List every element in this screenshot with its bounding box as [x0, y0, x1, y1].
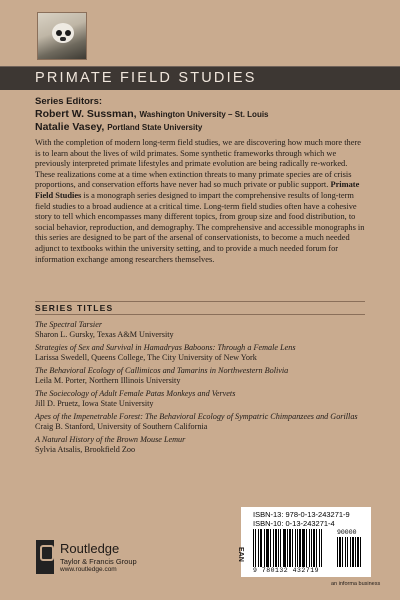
list-item: [35, 389, 365, 409]
isbn-10: ISBN-10: 0-13-243271-4: [253, 519, 335, 528]
isbn-13: ISBN-13: 978-0-13-243271-9: [253, 510, 350, 519]
series-titles-list: [35, 320, 365, 458]
series-editors: [35, 96, 269, 133]
book-title: The Behavioral Ecology of Callimicos and Tamarins in Northwestern Bolivia: [35, 366, 289, 375]
book-title: A Natural History of the Brown Mouse Lemur: [35, 435, 186, 444]
publisher-name: Routledge: [60, 541, 120, 556]
list-item: [35, 366, 365, 386]
book-author: Sharon L. Gursky, Texas A&M University: [35, 330, 174, 339]
barcode-number: 9 780132 432719: [253, 567, 320, 574]
list-item: [35, 343, 365, 363]
editor-2: [35, 121, 269, 133]
editor-1: [35, 108, 269, 120]
book-title: The Spectral Tarsier: [35, 320, 103, 329]
list-item: [35, 412, 365, 432]
book-author: Larissa Swedell, Queens College, The City University of New York: [35, 353, 257, 362]
price-code: 90000: [337, 529, 357, 536]
editor-affiliation: Washington University – St. Louis: [139, 110, 269, 119]
editor-affiliation: Portland State University: [107, 123, 203, 132]
publisher-group: Taylor & Francis Group: [60, 557, 137, 566]
book-author: Sylvia Atsalis, Brookfield Zoo: [35, 445, 136, 454]
barcode-box: [237, 507, 371, 577]
book-title: Strategies of Sex and Survival in Hamadryas Baboons: Through a Female Lens: [35, 343, 296, 352]
top-band: [0, 0, 400, 62]
editor-name: Robert W. Sussman,: [35, 108, 137, 120]
list-item: [35, 320, 365, 340]
series-titles-label: SERIES TITLES: [35, 303, 114, 313]
series-description: [35, 138, 365, 265]
list-item: [35, 435, 365, 455]
publisher-url: www.routledge.com: [60, 566, 117, 573]
series-header-bar: [0, 66, 400, 90]
series-name-inline: Primate Field Studies: [35, 180, 360, 200]
barcode-bar: [321, 529, 322, 567]
ean-label: EAN: [237, 547, 244, 562]
book-author: Leila M. Porter, Northern Illinois University: [35, 376, 181, 385]
price-barcode-bars: [337, 537, 365, 567]
series-title: PRIMATE FIELD STUDIES: [35, 70, 257, 86]
barcode-bar: [360, 537, 361, 567]
book-author: Jill D. Pruetz, Iowa State University: [35, 399, 154, 408]
book-title: The Sociecology of Adult Female Patas Monkeys and Vervets: [35, 389, 236, 398]
book-author: Craig B. Stanford, University of Southern California: [35, 422, 208, 431]
book-title: Apes of the Impenetrable Forest: The Behavioral Ecology of Sympatric Chimpanzees and Gorillas: [35, 412, 358, 421]
barcode-bars: [253, 529, 333, 567]
editor-name: Natalie Vasey,: [35, 121, 105, 133]
series-titles-heading: [35, 301, 365, 315]
editors-label: Series Editors:: [35, 96, 103, 107]
lemur-photo: [37, 12, 87, 60]
routledge-logo-icon: [36, 540, 54, 574]
informa-tagline: an informa business: [331, 581, 381, 587]
description-text-cont: is a monograph series designed to impart the comprehensive results of long-term field studies to a broad audience at a critical time. Long-term field studies often have a cohesive story to tell which encompasses many different topics, from group size and food distribution, to social behavior, reproduction, and demography. The comprehensive and accessible monographs in this series are designed to be part of the arsenal of conservationists, to become a much needed adjunct to textbooks within the university setting, and to provide a much needed forum for information exchange among researchers themselves.: [35, 190, 365, 264]
description-text: With the completion of modern long-term field studies, we are discovering how much more there is to learn about the lives of wild primates. Some synthetic frameworks through which we previously interpreted primate lifestyles and primate evolution are being radically re-worked. These realizations come at a time when extinction threats to many primate species are of crisis proportions, and conservation efforts have never had so much private or public support.: [35, 138, 361, 190]
